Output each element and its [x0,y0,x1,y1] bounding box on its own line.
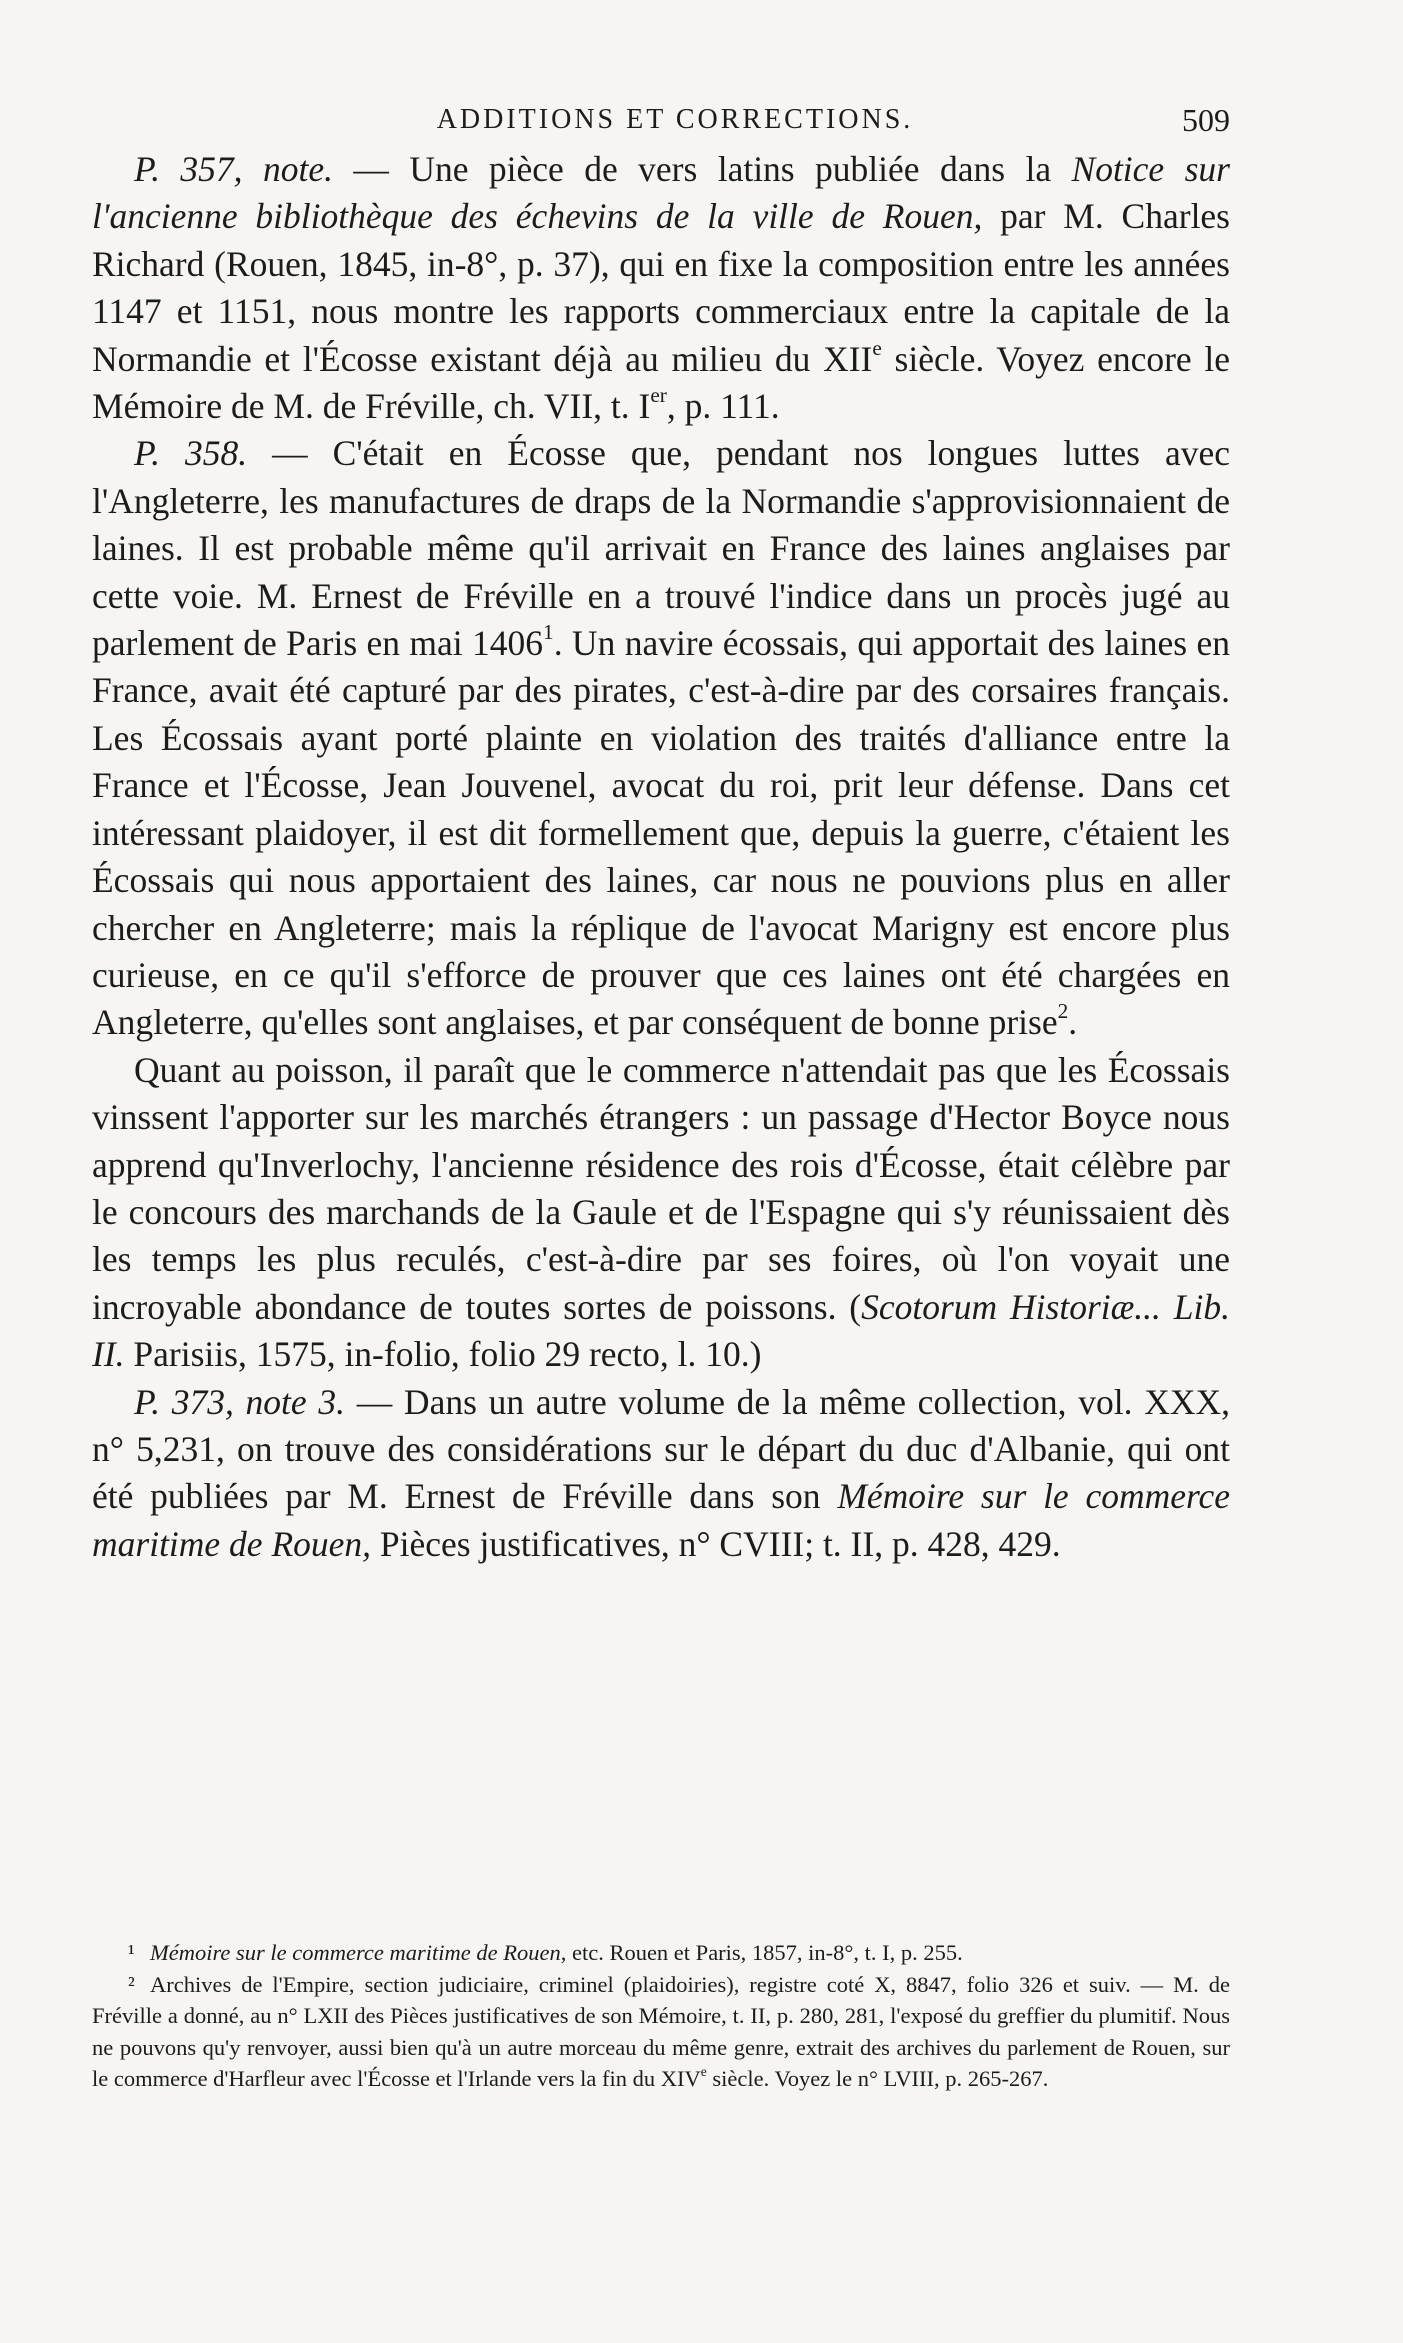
text-run: par M. Charles Richard (Rouen, 1845, in-8°, p. 37), qui en fixe la composition entre les années 1147 et 1151, nous montre les rapports commerciaux entre la capitale de la Normandie et l'Écosse existant déjà au milieu du XII [92,196,1230,379]
text-run: . [1068,1002,1078,1043]
paragraph-p358 [92,430,1230,1046]
text-run: — Une pièce de vers latins publiée dans la [332,149,1072,189]
text-run: siècle. Voyez encore le Mémoire de M. de Fréville, ch. VII, t. I [92,338,1230,427]
page-reference: P. 357, note. [134,149,333,189]
paragraph-p357 [92,146,1230,430]
superscript: e [872,335,882,360]
footnote-2 [92,1969,1230,2095]
text-run: , p. 111. [666,386,780,427]
footnote-mark: ¹ [128,1940,135,1965]
running-head [120,102,1230,142]
italic-title: Mémoire sur le commerce maritime de Rouen, [150,1940,567,1965]
italic-title: Mémoire sur le commerce maritime de Rouen, [92,1476,1230,1564]
footnote-mark: ² [128,1971,135,1997]
text-run: etc. Rouen et Paris, 1857, in-8°, t. I, p. 255. [566,1940,963,1965]
text-run: Pièces justificatives, n° CVIII; t. II, p. 428, 429. [371,1523,1061,1564]
page-number: 509 [1182,102,1230,138]
footnote-1 [92,1937,1230,1969]
body-text [92,146,1230,1568]
text-run: Quant au poisson, il paraît que le commerce n'attendait pas que les Écossais vinssent l'apporter sur les marchés étrangers : un passage d'Hector Boyce nous apprend qu'Inverlochy, l'ancienne résidence des rois d'Écosse, était célèbre par le concours des marchands de la Gaule et de l'Espagne qui s'y réunissaient dès les temps les plus reculés, c'est-à-dire par ses foires, où l'on voyait une incroyable abondance de toutes sortes de poissons. ( [92,1049,1230,1327]
paragraph-p373 [92,1379,1230,1569]
text-run: siècle. Voyez le n° LVIII, p. 265-267. [706,2066,1049,2092]
footnotes [92,1937,1230,2095]
text-run: — Dans un autre volume de la même collection, vol. XXX, n° 5,231, on trouve des considérations sur le départ du duc d'Albanie, qui ont été publiées par M. Ernest de Fréville dans son [92,1381,1230,1517]
paragraph-poisson [92,1047,1230,1379]
footnote-ref-2: 2 [1057,999,1069,1024]
text-run: Parisiis, 1575, in-folio, folio 29 recto, l. 10.) [124,1334,762,1375]
text-run: . Un navire écossais, qui apportait des laines en France, avait été capturé par des pirates, c'est-à-dire par des corsaires français. Les Écossais ayant porté plainte en violation des traités d'alliance entre la France et l'Écosse, Jean Jouvenel, avocat du roi, prit leur défense. Dans cet intéressant plaidoyer, il est dit formellement que, depuis la guerre, c'étaient les Écossais qui nous apportaient des laines, car nous ne pouvions plus en aller chercher en Angleterre; mais la réplique de l'avocat Marigny est encore plus curieuse, en ce qu'il s'efforce de prouver que ces laines ont été chargées en Angleterre, qu'elles sont anglaises, et par conséquent de bonne prise [92,623,1230,1043]
page-reference: P. 373, note 3. [134,1381,345,1422]
running-title: ADDITIONS ET CORRECTIONS. [436,104,914,135]
italic-title: Notice sur l'ancienne bibliothèque des échevins de la ville de Rouen, [92,149,1230,237]
text-run: Archives de l'Empire, section judiciaire, criminel (plaidoiries), registre coté X, 8847, folio 326 et suiv. — M. de Fréville a donné, au n° LXII des Pièces justificatives de son Mémoire, t. II, p. 280, 281, l'exposé du greffier du plumitif. Nous ne pouvons qu'y renvoyer, aussi bien qu'à un autre morceau du même genre, extrait des archives du parlement de Rouen, sur le commerce d'Harfleur avec l'Écosse et l'Irlande vers la fin du XIV [92,1971,1230,2092]
text-run: — C'était en Écosse que, pendant nos longues luttes avec l'Angleterre, les manufactures de draps de la Normandie s'approvisionnaient de laines. Il est probable même qu'il arrivait en France des laines anglaises par cette voie. M. Ernest de Fréville en a trouvé l'indice dans un procès jugé au parlement de Paris en mai 1406 [92,433,1231,664]
superscript: e [700,2063,707,2079]
page-reference: P. 358. [134,433,248,474]
footnote-ref-1: 1 [543,620,554,645]
italic-title: Scotorum Historiæ... Lib. II. [92,1286,1230,1375]
superscript: er [650,383,667,408]
